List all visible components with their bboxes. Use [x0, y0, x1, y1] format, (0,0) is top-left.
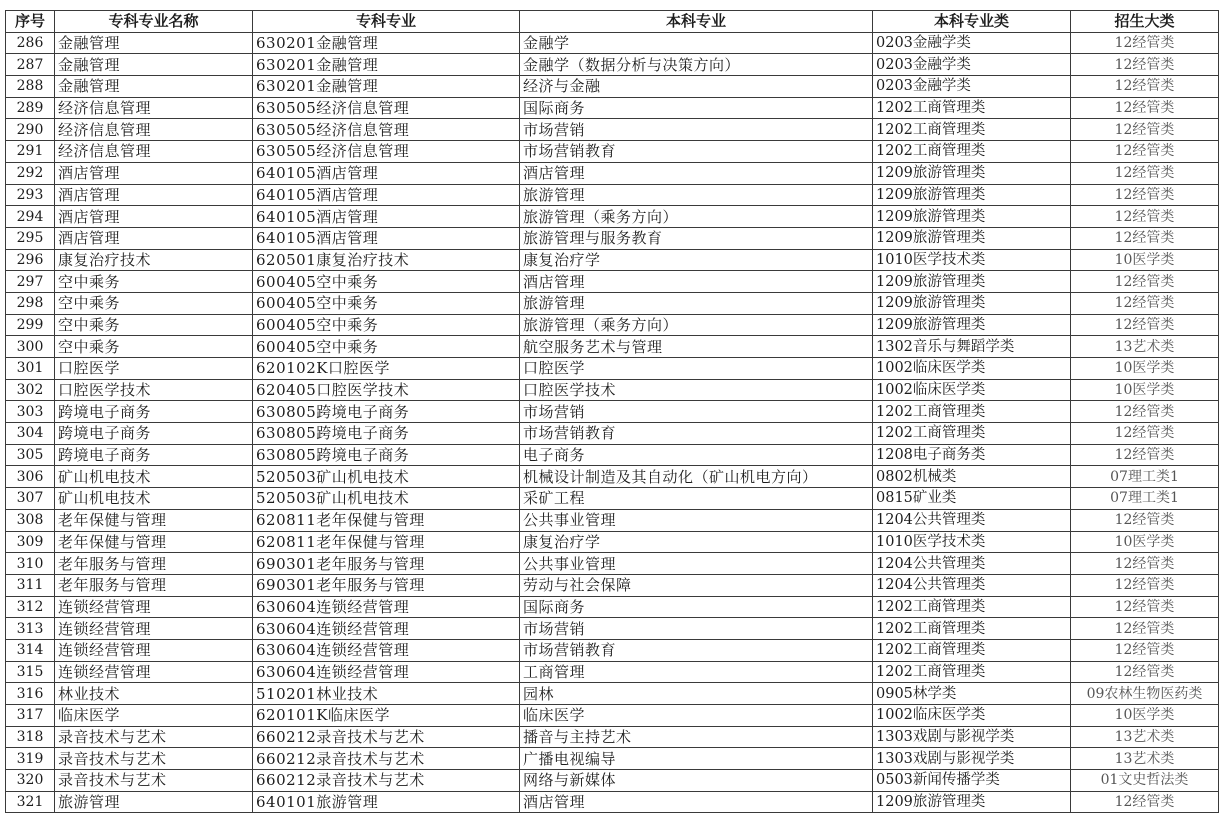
vocational-major-cell: 640105酒店管理 [253, 184, 520, 206]
vocational-major-cell: 620811老年保健与管理 [253, 531, 520, 553]
bachelor-major-cell: 广播电视编导 [520, 748, 873, 770]
seq-cell: 309 [6, 531, 55, 553]
vocational-name-cell: 口腔医学 [55, 358, 253, 380]
seq-cell: 287 [6, 54, 55, 76]
vocational-name-cell: 临床医学 [55, 705, 253, 727]
admission-category-cell: 10医学类 [1071, 358, 1219, 380]
vocational-major-cell: 640105酒店管理 [253, 206, 520, 228]
admission-category-cell: 09农林生物医药类 [1071, 683, 1219, 705]
bachelor-category-cell: 1202工商管理类 [873, 596, 1071, 618]
table-row [6, 423, 1219, 445]
vocational-major-cell: 600405空中乘务 [253, 271, 520, 293]
bachelor-major-cell: 旅游管理（乘务方向） [520, 206, 873, 228]
vocational-name-cell: 老年保健与管理 [55, 509, 253, 531]
vocational-name-cell: 老年服务与管理 [55, 574, 253, 596]
vocational-name-cell: 空中乘务 [55, 292, 253, 314]
table-row [6, 358, 1219, 380]
bachelor-category-cell: 1202工商管理类 [873, 97, 1071, 119]
admission-category-cell: 12经管类 [1071, 791, 1219, 813]
table-row [6, 466, 1219, 488]
admission-category-cell: 10医学类 [1071, 531, 1219, 553]
vocational-name-cell: 矿山机电技术 [55, 466, 253, 488]
bachelor-major-cell: 国际商务 [520, 596, 873, 618]
vocational-major-cell: 630201金融管理 [253, 76, 520, 98]
vocational-name-cell: 连锁经营管理 [55, 661, 253, 683]
table-row [6, 488, 1219, 510]
bachelor-category-cell: 0203金融学类 [873, 32, 1071, 54]
admission-category-cell: 12经管类 [1071, 54, 1219, 76]
header-bachelor-category: 本科专业类 [873, 11, 1071, 33]
admission-category-cell: 12经管类 [1071, 401, 1219, 423]
seq-cell: 294 [6, 206, 55, 228]
table-row [6, 705, 1219, 727]
bachelor-category-cell: 1002临床医学类 [873, 358, 1071, 380]
bachelor-category-cell: 1002临床医学类 [873, 705, 1071, 727]
seq-cell: 306 [6, 466, 55, 488]
vocational-major-cell: 640105酒店管理 [253, 162, 520, 184]
bachelor-major-cell: 市场营销 [520, 401, 873, 423]
vocational-name-cell: 空中乘务 [55, 314, 253, 336]
seq-cell: 299 [6, 314, 55, 336]
vocational-major-cell: 510201林业技术 [253, 683, 520, 705]
vocational-name-cell: 金融管理 [55, 54, 253, 76]
seq-cell: 291 [6, 141, 55, 163]
seq-cell: 305 [6, 444, 55, 466]
seq-cell: 297 [6, 271, 55, 293]
admission-category-cell: 12经管类 [1071, 444, 1219, 466]
vocational-major-cell: 620102K口腔医学 [253, 358, 520, 380]
vocational-name-cell: 跨境电子商务 [55, 401, 253, 423]
bachelor-category-cell: 1303戏剧与影视学类 [873, 726, 1071, 748]
table-row [6, 683, 1219, 705]
bachelor-major-cell: 临床医学 [520, 705, 873, 727]
vocational-name-cell: 连锁经营管理 [55, 618, 253, 640]
bachelor-category-cell: 1202工商管理类 [873, 639, 1071, 661]
bachelor-major-cell: 公共事业管理 [520, 509, 873, 531]
vocational-name-cell: 金融管理 [55, 32, 253, 54]
header-row [6, 11, 1219, 33]
bachelor-major-cell: 旅游管理 [520, 292, 873, 314]
table-row [6, 444, 1219, 466]
bachelor-category-cell: 1202工商管理类 [873, 423, 1071, 445]
vocational-major-cell: 630201金融管理 [253, 54, 520, 76]
vocational-name-cell: 口腔医学技术 [55, 379, 253, 401]
bachelor-major-cell: 酒店管理 [520, 162, 873, 184]
bachelor-category-cell: 1202工商管理类 [873, 141, 1071, 163]
admission-category-cell: 13艺术类 [1071, 726, 1219, 748]
vocational-name-cell: 旅游管理 [55, 791, 253, 813]
bachelor-major-cell: 公共事业管理 [520, 553, 873, 575]
seq-cell: 319 [6, 748, 55, 770]
seq-cell: 320 [6, 770, 55, 792]
bachelor-major-cell: 市场营销教育 [520, 423, 873, 445]
seq-cell: 308 [6, 509, 55, 531]
seq-cell: 318 [6, 726, 55, 748]
vocational-major-cell: 660212录音技术与艺术 [253, 726, 520, 748]
bachelor-major-cell: 康复治疗学 [520, 531, 873, 553]
table-row [6, 661, 1219, 683]
bachelor-major-cell: 市场营销教育 [520, 639, 873, 661]
seq-cell: 303 [6, 401, 55, 423]
table-row [6, 141, 1219, 163]
seq-cell: 289 [6, 97, 55, 119]
bachelor-major-cell: 金融学 [520, 32, 873, 54]
vocational-name-cell: 老年保健与管理 [55, 531, 253, 553]
bachelor-major-cell: 市场营销 [520, 618, 873, 640]
vocational-major-cell: 620501康复治疗技术 [253, 249, 520, 271]
vocational-major-cell: 600405空中乘务 [253, 314, 520, 336]
seq-cell: 311 [6, 574, 55, 596]
bachelor-major-cell: 播音与主持艺术 [520, 726, 873, 748]
seq-cell: 302 [6, 379, 55, 401]
table-row [6, 726, 1219, 748]
admission-category-cell: 12经管类 [1071, 292, 1219, 314]
table-row [6, 553, 1219, 575]
table-row [6, 119, 1219, 141]
bachelor-category-cell: 1010医学技术类 [873, 531, 1071, 553]
bachelor-category-cell: 1204公共管理类 [873, 509, 1071, 531]
table-row [6, 748, 1219, 770]
table-row [6, 314, 1219, 336]
vocational-major-cell: 630201金融管理 [253, 32, 520, 54]
table-row [6, 639, 1219, 661]
vocational-major-cell: 630505经济信息管理 [253, 97, 520, 119]
admission-category-cell: 10医学类 [1071, 379, 1219, 401]
admission-category-cell: 01文史哲法类 [1071, 770, 1219, 792]
vocational-major-cell: 660212录音技术与艺术 [253, 748, 520, 770]
table-row [6, 401, 1219, 423]
vocational-major-cell: 600405空中乘务 [253, 292, 520, 314]
bachelor-category-cell: 1209旅游管理类 [873, 227, 1071, 249]
admission-category-cell: 12经管类 [1071, 574, 1219, 596]
vocational-name-cell: 录音技术与艺术 [55, 770, 253, 792]
header-bachelor-major: 本科专业 [520, 11, 873, 33]
table-row [6, 509, 1219, 531]
bachelor-category-cell: 1209旅游管理类 [873, 184, 1071, 206]
table-row [6, 32, 1219, 54]
seq-cell: 290 [6, 119, 55, 141]
table-row [6, 76, 1219, 98]
bachelor-major-cell: 康复治疗学 [520, 249, 873, 271]
vocational-major-cell: 630505经济信息管理 [253, 119, 520, 141]
vocational-name-cell: 经济信息管理 [55, 119, 253, 141]
vocational-major-cell: 630604连锁经营管理 [253, 596, 520, 618]
seq-cell: 304 [6, 423, 55, 445]
admission-category-cell: 07理工类1 [1071, 466, 1219, 488]
bachelor-major-cell: 旅游管理 [520, 184, 873, 206]
admission-category-cell: 12经管类 [1071, 661, 1219, 683]
table-row [6, 336, 1219, 358]
bachelor-major-cell: 市场营销教育 [520, 141, 873, 163]
seq-cell: 288 [6, 76, 55, 98]
vocational-major-cell: 630805跨境电子商务 [253, 401, 520, 423]
bachelor-major-cell: 口腔医学 [520, 358, 873, 380]
table-row [6, 531, 1219, 553]
vocational-major-cell: 660212录音技术与艺术 [253, 770, 520, 792]
header-seq: 序号 [6, 11, 55, 33]
bachelor-category-cell: 1204公共管理类 [873, 553, 1071, 575]
table-row [6, 227, 1219, 249]
vocational-major-cell: 520503矿山机电技术 [253, 466, 520, 488]
vocational-major-cell: 630505经济信息管理 [253, 141, 520, 163]
seq-cell: 316 [6, 683, 55, 705]
bachelor-category-cell: 1202工商管理类 [873, 401, 1071, 423]
table-row [6, 574, 1219, 596]
table-row [6, 271, 1219, 293]
vocational-name-cell: 录音技术与艺术 [55, 748, 253, 770]
bachelor-major-cell: 机械设计制造及其自动化（矿山机电方向） [520, 466, 873, 488]
table-row [6, 184, 1219, 206]
seq-cell: 301 [6, 358, 55, 380]
seq-cell: 314 [6, 639, 55, 661]
seq-cell: 307 [6, 488, 55, 510]
bachelor-category-cell: 1209旅游管理类 [873, 292, 1071, 314]
bachelor-category-cell: 1204公共管理类 [873, 574, 1071, 596]
table-row [6, 618, 1219, 640]
admission-category-cell: 12经管类 [1071, 271, 1219, 293]
admission-category-cell: 12经管类 [1071, 141, 1219, 163]
admission-category-cell: 12经管类 [1071, 97, 1219, 119]
table-row [6, 249, 1219, 271]
admission-category-cell: 12经管类 [1071, 639, 1219, 661]
bachelor-major-cell: 采矿工程 [520, 488, 873, 510]
vocational-major-cell: 630604连锁经营管理 [253, 661, 520, 683]
vocational-name-cell: 酒店管理 [55, 206, 253, 228]
vocational-name-cell: 老年服务与管理 [55, 553, 253, 575]
bachelor-category-cell: 1209旅游管理类 [873, 162, 1071, 184]
seq-cell: 296 [6, 249, 55, 271]
bachelor-category-cell: 1208电子商务类 [873, 444, 1071, 466]
seq-cell: 315 [6, 661, 55, 683]
vocational-name-cell: 酒店管理 [55, 227, 253, 249]
vocational-major-cell: 690301老年服务与管理 [253, 574, 520, 596]
table-row [6, 54, 1219, 76]
vocational-major-cell: 690301老年服务与管理 [253, 553, 520, 575]
bachelor-major-cell: 旅游管理（乘务方向） [520, 314, 873, 336]
table-row [6, 791, 1219, 813]
vocational-major-cell: 630805跨境电子商务 [253, 444, 520, 466]
vocational-name-cell: 录音技术与艺术 [55, 726, 253, 748]
admission-category-cell: 12经管类 [1071, 162, 1219, 184]
bachelor-category-cell: 0905林学类 [873, 683, 1071, 705]
table-row [6, 596, 1219, 618]
seq-cell: 313 [6, 618, 55, 640]
bachelor-major-cell: 金融学（数据分析与决策方向） [520, 54, 873, 76]
bachelor-major-cell: 工商管理 [520, 661, 873, 683]
bachelor-category-cell: 1303戏剧与影视学类 [873, 748, 1071, 770]
admission-category-cell: 12经管类 [1071, 119, 1219, 141]
admission-category-cell: 12经管类 [1071, 314, 1219, 336]
seq-cell: 293 [6, 184, 55, 206]
bachelor-category-cell: 1209旅游管理类 [873, 314, 1071, 336]
vocational-major-cell: 600405空中乘务 [253, 336, 520, 358]
bachelor-major-cell: 航空服务艺术与管理 [520, 336, 873, 358]
bachelor-major-cell: 园林 [520, 683, 873, 705]
admission-category-cell: 12经管类 [1071, 423, 1219, 445]
vocational-major-cell: 620811老年保健与管理 [253, 509, 520, 531]
vocational-name-cell: 酒店管理 [55, 184, 253, 206]
admission-category-cell: 12经管类 [1071, 76, 1219, 98]
bachelor-category-cell: 1010医学技术类 [873, 249, 1071, 271]
vocational-major-cell: 630805跨境电子商务 [253, 423, 520, 445]
admission-category-cell: 12经管类 [1071, 553, 1219, 575]
bachelor-category-cell: 0203金融学类 [873, 54, 1071, 76]
vocational-major-cell: 620405口腔医学技术 [253, 379, 520, 401]
vocational-name-cell: 经济信息管理 [55, 97, 253, 119]
table-row [6, 770, 1219, 792]
seq-cell: 286 [6, 32, 55, 54]
admission-category-cell: 12经管类 [1071, 32, 1219, 54]
admission-category-cell: 12经管类 [1071, 206, 1219, 228]
bachelor-category-cell: 0203金融学类 [873, 76, 1071, 98]
vocational-major-cell: 630604连锁经营管理 [253, 639, 520, 661]
vocational-name-cell: 酒店管理 [55, 162, 253, 184]
seq-cell: 310 [6, 553, 55, 575]
bachelor-category-cell: 1002临床医学类 [873, 379, 1071, 401]
admission-category-cell: 12经管类 [1071, 596, 1219, 618]
vocational-name-cell: 连锁经营管理 [55, 639, 253, 661]
admission-category-cell: 13艺术类 [1071, 336, 1219, 358]
table-row [6, 292, 1219, 314]
header-vocational-major: 专科专业 [253, 11, 520, 33]
vocational-name-cell: 连锁经营管理 [55, 596, 253, 618]
admission-category-cell: 10医学类 [1071, 705, 1219, 727]
admission-category-cell: 12经管类 [1071, 227, 1219, 249]
seq-cell: 292 [6, 162, 55, 184]
vocational-name-cell: 矿山机电技术 [55, 488, 253, 510]
table-row [6, 162, 1219, 184]
vocational-name-cell: 空中乘务 [55, 271, 253, 293]
table-row [6, 97, 1219, 119]
seq-cell: 312 [6, 596, 55, 618]
admissions-table [5, 10, 1219, 813]
vocational-major-cell: 520503矿山机电技术 [253, 488, 520, 510]
admission-category-cell: 12经管类 [1071, 184, 1219, 206]
bachelor-category-cell: 0815矿业类 [873, 488, 1071, 510]
bachelor-category-cell: 1209旅游管理类 [873, 271, 1071, 293]
bachelor-major-cell: 旅游管理与服务教育 [520, 227, 873, 249]
seq-cell: 317 [6, 705, 55, 727]
vocational-major-cell: 630604连锁经营管理 [253, 618, 520, 640]
vocational-name-cell: 跨境电子商务 [55, 423, 253, 445]
bachelor-category-cell: 1202工商管理类 [873, 661, 1071, 683]
vocational-name-cell: 空中乘务 [55, 336, 253, 358]
bachelor-category-cell: 1302音乐与舞蹈学类 [873, 336, 1071, 358]
admission-category-cell: 07理工类1 [1071, 488, 1219, 510]
vocational-major-cell: 620101K临床医学 [253, 705, 520, 727]
bachelor-category-cell: 1209旅游管理类 [873, 206, 1071, 228]
table-body [6, 32, 1219, 813]
bachelor-major-cell: 网络与新媒体 [520, 770, 873, 792]
admission-category-cell: 12经管类 [1071, 509, 1219, 531]
vocational-name-cell: 康复治疗技术 [55, 249, 253, 271]
bachelor-major-cell: 国际商务 [520, 97, 873, 119]
header-admission-category: 招生大类 [1071, 11, 1219, 33]
bachelor-category-cell: 0802机械类 [873, 466, 1071, 488]
seq-cell: 300 [6, 336, 55, 358]
admission-category-cell: 12经管类 [1071, 618, 1219, 640]
vocational-name-cell: 林业技术 [55, 683, 253, 705]
seq-cell: 295 [6, 227, 55, 249]
bachelor-category-cell: 1209旅游管理类 [873, 791, 1071, 813]
bachelor-category-cell: 1202工商管理类 [873, 119, 1071, 141]
bachelor-major-cell: 口腔医学技术 [520, 379, 873, 401]
vocational-name-cell: 跨境电子商务 [55, 444, 253, 466]
bachelor-major-cell: 酒店管理 [520, 271, 873, 293]
bachelor-major-cell: 劳动与社会保障 [520, 574, 873, 596]
table-row [6, 379, 1219, 401]
header-vocational-name: 专科专业名称 [55, 11, 253, 33]
admission-category-cell: 10医学类 [1071, 249, 1219, 271]
admission-category-cell: 13艺术类 [1071, 748, 1219, 770]
vocational-name-cell: 金融管理 [55, 76, 253, 98]
vocational-major-cell: 640105酒店管理 [253, 227, 520, 249]
vocational-name-cell: 经济信息管理 [55, 141, 253, 163]
seq-cell: 298 [6, 292, 55, 314]
bachelor-category-cell: 0503新闻传播学类 [873, 770, 1071, 792]
table-row [6, 206, 1219, 228]
bachelor-category-cell: 1202工商管理类 [873, 618, 1071, 640]
bachelor-major-cell: 市场营销 [520, 119, 873, 141]
seq-cell: 321 [6, 791, 55, 813]
vocational-major-cell: 640101旅游管理 [253, 791, 520, 813]
bachelor-major-cell: 酒店管理 [520, 791, 873, 813]
bachelor-major-cell: 电子商务 [520, 444, 873, 466]
bachelor-major-cell: 经济与金融 [520, 76, 873, 98]
